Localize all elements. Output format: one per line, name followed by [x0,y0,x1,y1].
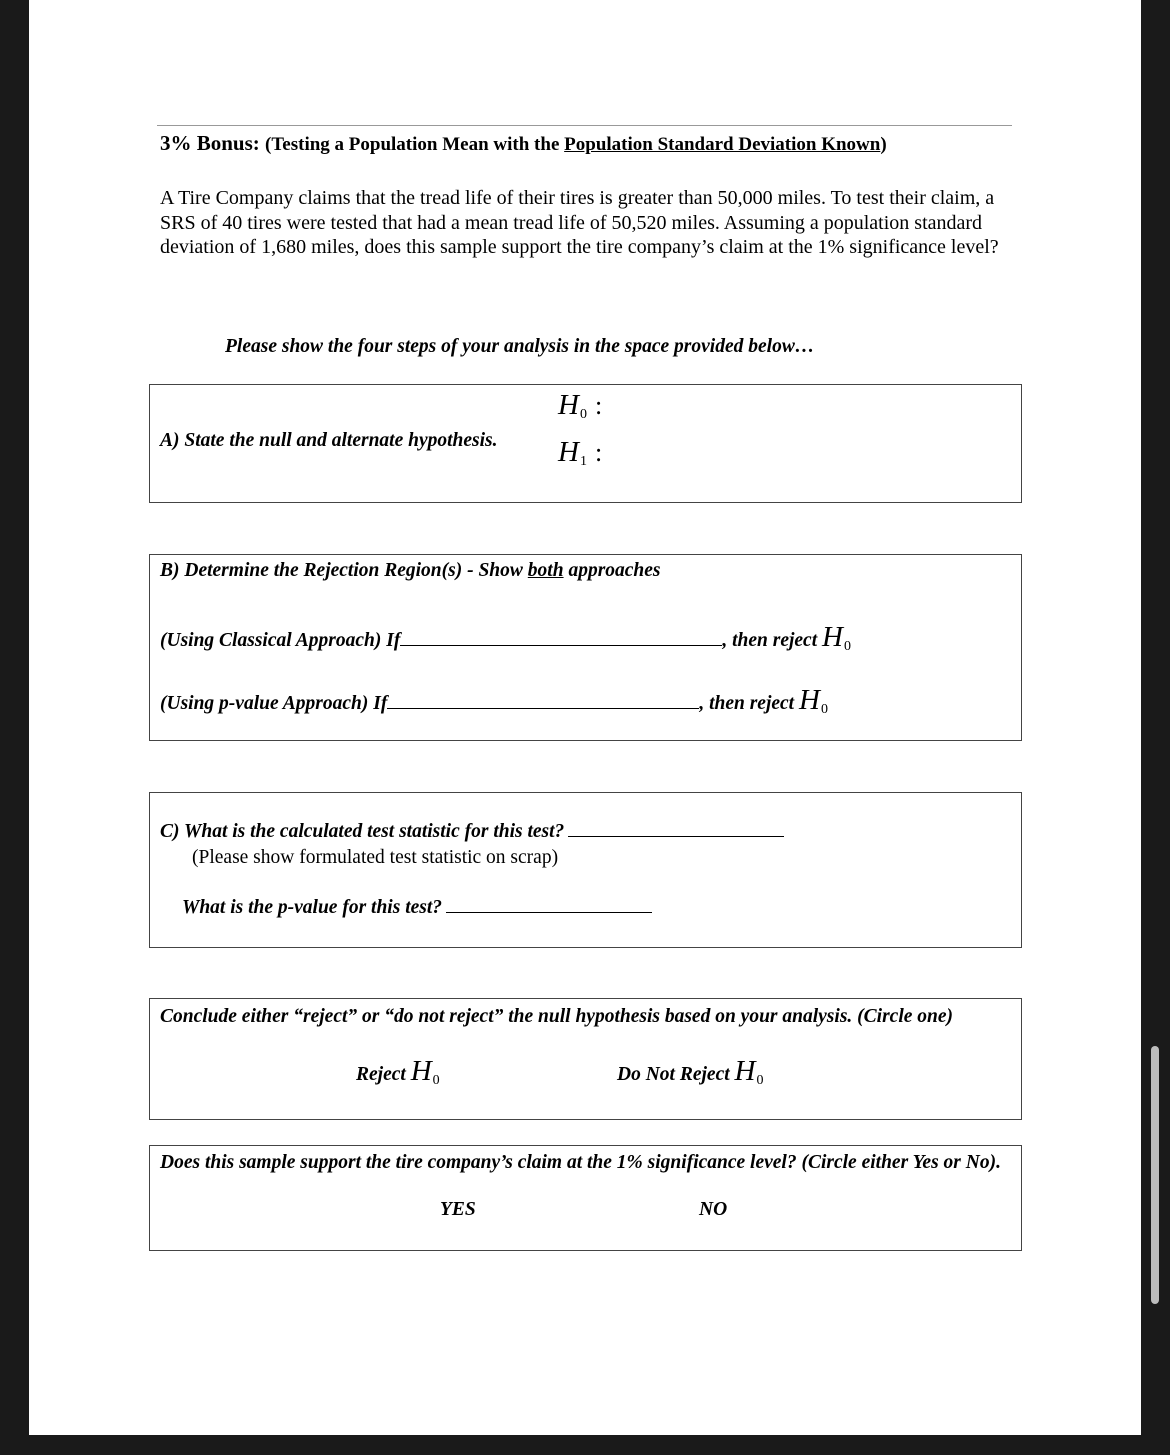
do-not-reject-h-sub: 0 [756,1073,764,1088]
h0-symbol [558,389,602,423]
h1-letter: H [558,436,579,468]
classical-answer-line[interactable] [400,644,722,646]
test-statistic-question: C) What is the calculated test statistic for this test? [160,821,565,842]
pvalue-answer-line-c[interactable] [446,911,652,913]
pvalue-approach-row [160,684,828,718]
reject-h-letter: H [410,1055,432,1087]
no-option[interactable]: NO [699,1199,728,1220]
pvalue-then-reject: , then reject [699,693,795,714]
pvalue-h-letter: H [798,684,820,716]
test-statistic-note: (Please show formulated test statistic on scrap) [192,847,559,868]
h0-colon: : [594,391,603,420]
problem-text: A Tire Company claims that the tread life of their tires is greater than 50,000 miles. To test their claim, a SRS of 40 tires were tested that had a mean tread life of 50,520 miles. Assuming a population standard deviation of 1,680 miles, does this sample support the tire company’s claim at the 1% significance level? [160,187,999,258]
test-statistic-answer-line[interactable] [568,835,784,837]
do-not-reject-option[interactable] [617,1055,763,1089]
support-prompt: Does this sample support the tire company’s claim at the 1% significance level? (Circle either Yes or No). [160,1152,1001,1173]
title-sub-post: ) [880,134,887,155]
reject-h0 [411,1055,440,1087]
title-sub [265,134,887,155]
h1-colon: : [594,438,603,467]
do-not-reject-h-letter: H [734,1055,756,1087]
classical-h0 [822,621,851,653]
classical-h-letter: H [822,621,843,653]
conclusion-prompt: Conclude either “reject” or “do not reject” the null hypothesis based on your analysis. (Circle one) [160,1006,954,1027]
top-rule [157,125,1012,126]
pvalue-h-sub: 0 [820,702,828,717]
classical-approach-row [160,621,851,655]
do-not-reject-label: Do Not Reject [617,1064,730,1085]
pvalue-answer-line[interactable] [387,707,699,709]
section-b-title-underlined: both [527,560,564,581]
pvalue-question: What is the p-value for this test? [182,897,443,918]
title-main: 3% Bonus: [160,131,260,155]
section-c-box [149,792,1022,948]
title-sub-underlined: Population Standard Deviation Known [564,134,881,155]
test-statistic-row [160,821,784,843]
do-not-reject-h0 [735,1055,764,1087]
instructions: Please show the four steps of your analysis in the space provided below… [225,336,815,357]
classical-h-sub: 0 [843,639,851,654]
page-title [160,131,887,156]
title-sub-pre: (Testing a Population Mean with the [265,134,565,155]
reject-label: Reject [356,1064,406,1085]
reject-option[interactable] [356,1055,440,1089]
pvalue-label: (Using p-value Approach) If [160,693,388,714]
pvalue-row [182,897,652,919]
classical-then-reject: , then reject [722,630,818,651]
h0-letter: H [558,389,579,421]
reject-h-sub: 0 [432,1073,440,1088]
section-b-title-post: approaches [563,560,661,581]
h1-sub: 1 [579,454,587,469]
scrollbar[interactable] [1151,1046,1159,1304]
h0-sub: 0 [579,407,587,422]
classical-label: (Using Classical Approach) If [160,630,401,651]
pvalue-h0 [799,684,828,716]
section-b-title-pre: B) Determine the Rejection Region(s) - Show [160,560,528,581]
section-b-title [160,560,661,582]
section-a-label: A) State the null and alternate hypothesis. [160,430,498,451]
yes-option[interactable]: YES [440,1199,476,1220]
h1-symbol [558,436,602,470]
